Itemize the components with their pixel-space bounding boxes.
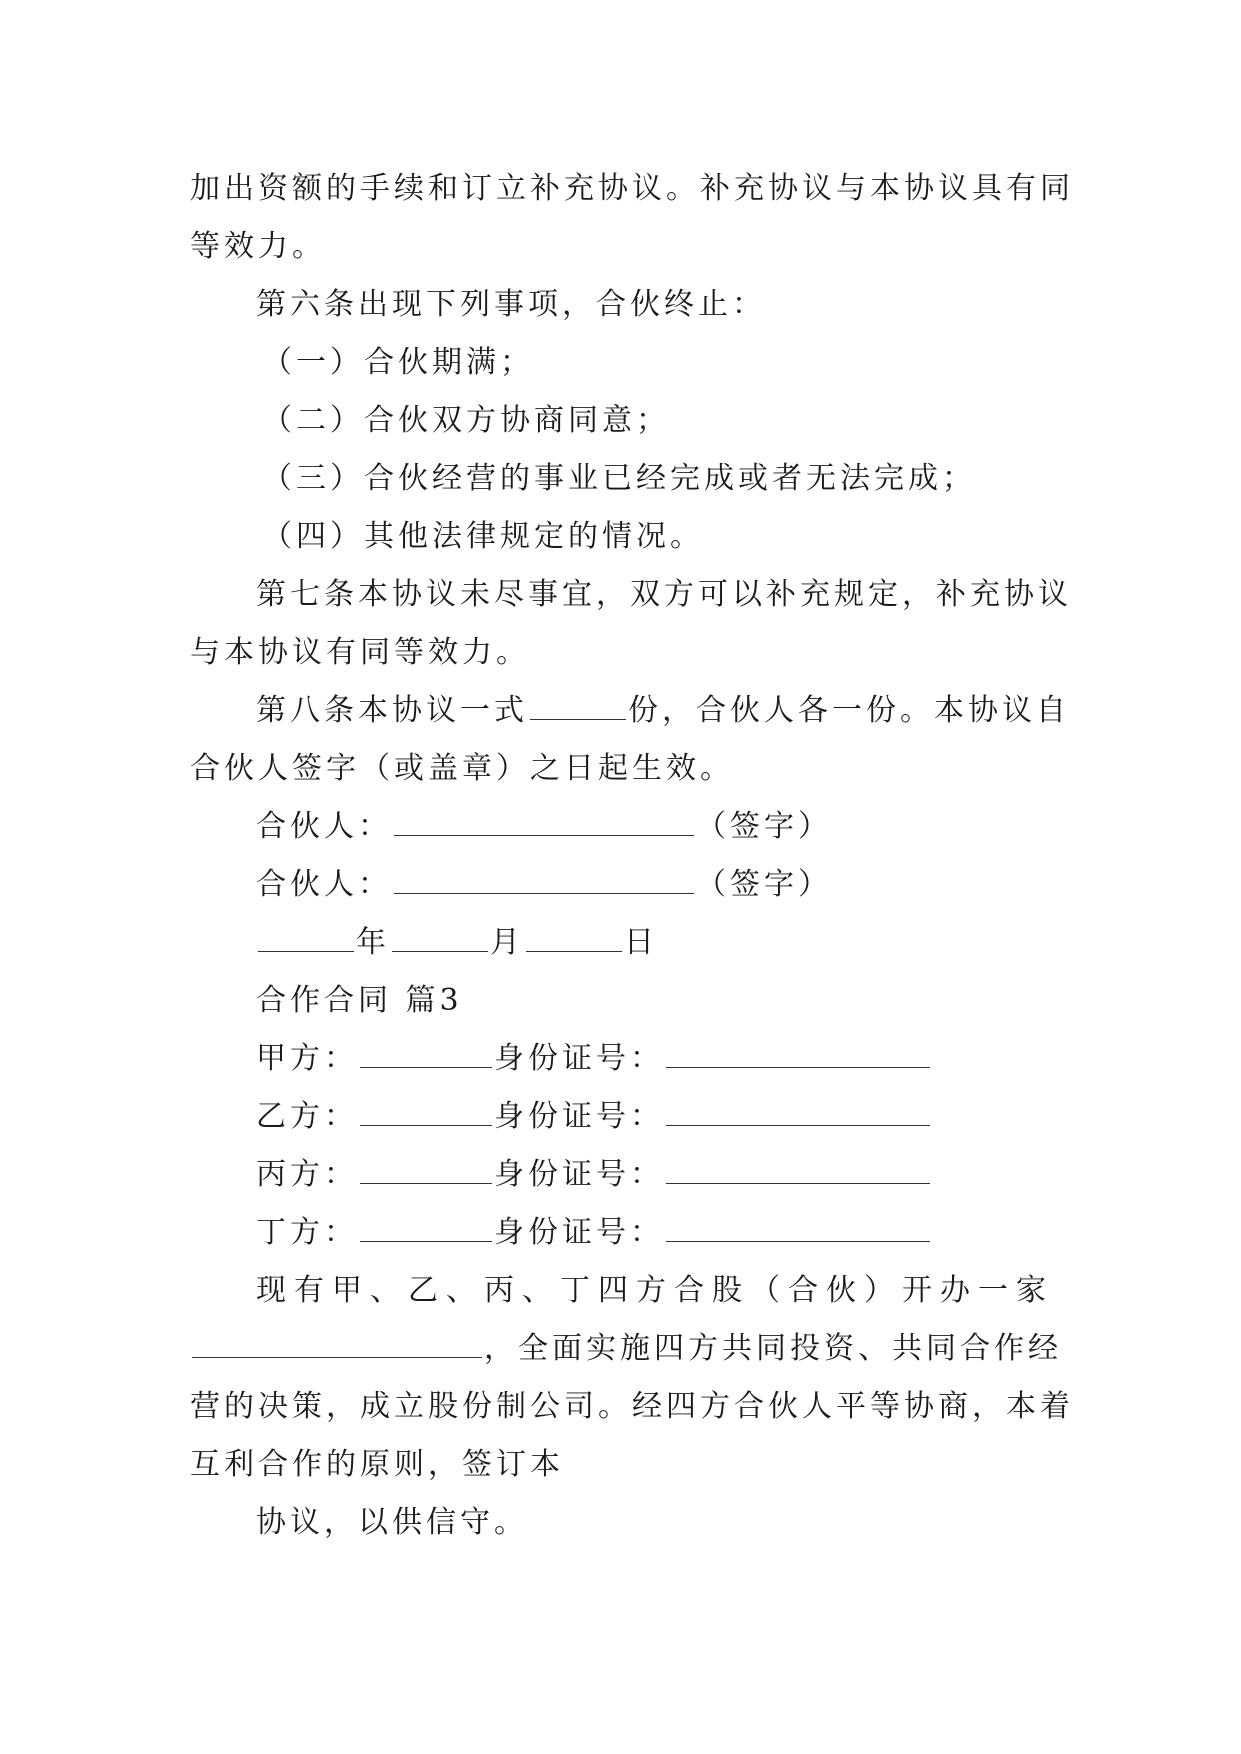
intro-line xyxy=(190,1436,1050,1494)
id-number-blank[interactable] xyxy=(666,1205,930,1242)
article-6-item xyxy=(190,508,1050,566)
closing-line xyxy=(190,1494,1050,1552)
article-6-heading xyxy=(190,276,1050,334)
text: 第八条本协议一式 xyxy=(256,693,528,728)
text: 份，合伙人各一份。本协议自 xyxy=(628,693,1070,728)
id-label: 身份证号： xyxy=(494,1157,664,1192)
text: 互利合作的原则，签订本 xyxy=(190,1447,564,1482)
signature-blank[interactable] xyxy=(394,857,694,894)
year-blank[interactable] xyxy=(258,915,354,952)
party-label: 乙方： xyxy=(256,1099,358,1134)
article-8-line xyxy=(190,682,1070,740)
copies-blank[interactable] xyxy=(530,683,626,720)
text: （一）合伙期满； xyxy=(262,345,534,380)
id-label: 身份证号： xyxy=(494,1215,664,1250)
id-label: 身份证号： xyxy=(494,1099,664,1134)
signer-line xyxy=(190,856,1050,914)
paragraph-line xyxy=(190,218,1050,276)
text: 现有甲、乙、丙、丁四方合股（合伙）开办一家 xyxy=(256,1273,1050,1308)
party-label: 甲方： xyxy=(256,1041,358,1076)
party-name-blank[interactable] xyxy=(360,1147,492,1184)
date-line xyxy=(190,914,1050,972)
company-name-blank[interactable] xyxy=(192,1321,482,1358)
text: 与本协议有同等效力。 xyxy=(190,635,530,670)
day-label: 日 xyxy=(624,925,658,960)
text: （四）其他法律规定的情况。 xyxy=(262,519,704,554)
party-label: 丁方： xyxy=(256,1215,358,1250)
party-line xyxy=(190,1088,1050,1146)
signature-blank[interactable] xyxy=(394,799,694,836)
text: （二）合伙双方协商同意； xyxy=(262,403,670,438)
signer-suffix: （签字） xyxy=(696,809,832,844)
intro-line xyxy=(190,1378,1074,1436)
section-title xyxy=(190,972,1050,1030)
article-6-item xyxy=(190,334,1050,392)
text: 协议，以供信守。 xyxy=(256,1505,528,1540)
id-label: 身份证号： xyxy=(494,1041,664,1076)
month-label: 月 xyxy=(490,925,524,960)
year-label: 年 xyxy=(356,925,390,960)
text: 加出资额的手续和订立补充协议。补充协议与本协议具有同 xyxy=(190,171,1074,206)
party-line xyxy=(190,1204,1050,1262)
party-name-blank[interactable] xyxy=(360,1205,492,1242)
article-8-line xyxy=(190,740,1050,798)
text: 等效力。 xyxy=(190,229,326,264)
text: 第六条出现下列事项，合伙终止： xyxy=(256,287,766,322)
party-label: 丙方： xyxy=(256,1157,358,1192)
paragraph-line xyxy=(190,160,1074,218)
article-6-item xyxy=(190,392,1050,450)
article-7-line xyxy=(190,566,1072,624)
intro-line xyxy=(190,1320,1062,1378)
party-name-blank[interactable] xyxy=(360,1089,492,1126)
document-body xyxy=(190,160,1074,1552)
text: 第七条本协议未尽事宜，双方可以补充规定，补充协议 xyxy=(256,577,1072,612)
id-number-blank[interactable] xyxy=(666,1031,930,1068)
party-line xyxy=(190,1030,1050,1088)
party-name-blank[interactable] xyxy=(360,1031,492,1068)
id-number-blank[interactable] xyxy=(666,1147,930,1184)
text: 合作合同 篇3 xyxy=(256,983,463,1018)
party-line xyxy=(190,1146,1050,1204)
day-blank[interactable] xyxy=(526,915,622,952)
text: ，全面实施四方共同投资、共同合作经 xyxy=(484,1331,1062,1366)
article-7-line xyxy=(190,624,1050,682)
signer-label: 合伙人： xyxy=(256,867,392,902)
text: （三）合伙经营的事业已经完成或者无法完成； xyxy=(262,461,976,496)
text: 合伙人签字（或盖章）之日起生效。 xyxy=(190,751,734,786)
text: 营的决策，成立股份制公司。经四方合伙人平等协商，本着 xyxy=(190,1389,1074,1424)
intro-line xyxy=(190,1262,1050,1320)
signer-suffix: （签字） xyxy=(696,867,832,902)
id-number-blank[interactable] xyxy=(666,1089,930,1126)
signer-label: 合伙人： xyxy=(256,809,392,844)
article-6-item xyxy=(190,450,1050,508)
signer-line xyxy=(190,798,1050,856)
month-blank[interactable] xyxy=(392,915,488,952)
